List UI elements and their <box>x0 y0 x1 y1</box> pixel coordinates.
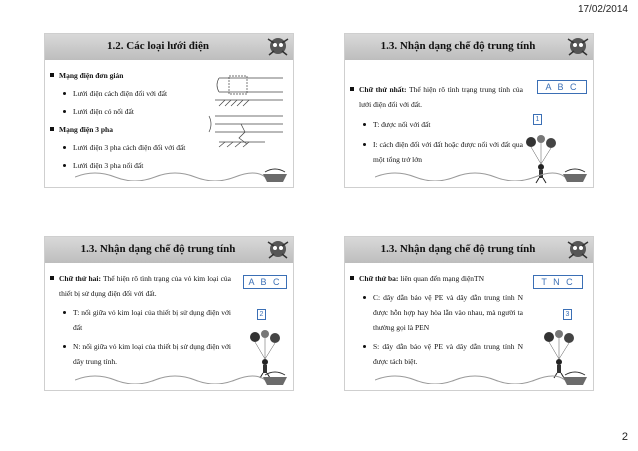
list-item: Lưới điện có nối đất <box>49 104 203 119</box>
slide-2 <box>344 33 594 188</box>
letters-box: T N C <box>533 275 583 289</box>
decorative-ribbon <box>375 370 565 384</box>
bowl-emblem-icon <box>261 168 289 184</box>
bowl-emblem-icon <box>561 168 589 184</box>
slide-title-bar <box>45 237 293 263</box>
slide-title: 1.2. Các loại lưới điện <box>107 40 209 52</box>
list-item: Lưới điện 3 pha nối đất <box>49 158 203 173</box>
list-item <box>349 82 523 112</box>
lead-label: Chữ thứ hai: <box>59 274 101 283</box>
bowl-emblem-icon <box>261 371 289 387</box>
slide-title-bar <box>45 34 293 60</box>
list-item <box>349 271 523 286</box>
number-badge: 3 <box>563 309 572 320</box>
slide-title-bar <box>345 237 593 263</box>
slide-body <box>49 68 203 173</box>
list-item: Lưới điện 3 pha cách điện đối với đất <box>49 140 203 155</box>
list-item: Lưới điện cách điện đối với đất <box>49 86 203 101</box>
slide-body <box>349 82 523 167</box>
list-item: Mạng điện 3 pha <box>49 122 203 137</box>
page-date: 17/02/2014 <box>577 4 628 15</box>
skull-emblem-icon <box>565 35 591 59</box>
slide-title: 1.3. Nhận dạng chế độ trung tính <box>80 243 236 255</box>
letters-box: A B C <box>243 275 287 289</box>
decorative-ribbon <box>375 167 565 181</box>
slide-3 <box>44 236 294 391</box>
list-item: I: cách điện đối với đất hoặc được nối với đất qua một tổng trở lớn <box>349 137 523 167</box>
skull-emblem-icon <box>265 238 291 262</box>
decorative-ribbon <box>75 370 265 384</box>
list-item: C: dây dẫn bảo vệ PE và dây dẫn trung tính N được hỗn hợp hay hòa lẫn vào nhau, mà người ta thường gọi là PEN <box>349 290 523 335</box>
decorative-ribbon <box>75 167 265 181</box>
slide-1 <box>44 33 294 188</box>
lead-text: Thể hiện rõ tình trạng của vỏ kim loại của thiết bị sử dụng điện đối với đất. <box>59 274 231 298</box>
lead-label: Chữ thứ ba: <box>359 274 399 283</box>
number-badge: 2 <box>257 309 266 320</box>
lead-text: Thể hiện rõ tình trạng trung tính của lưới điện đối với đất. <box>359 85 523 109</box>
list-item: N: nối giữa vỏ kim loại của thiết bị sử dụng điện với dây trung tính. <box>49 339 231 369</box>
list-item: S: dây dẫn bảo vệ PE và dây dẫn trung tính N được tách biệt. <box>349 339 523 369</box>
skull-emblem-icon <box>265 35 291 59</box>
lead-label: Chữ thứ nhất: <box>359 85 407 94</box>
slide-title-bar <box>345 34 593 60</box>
slide-body <box>349 271 523 369</box>
list-item <box>49 271 231 301</box>
number-badge: 1 <box>533 114 542 125</box>
slide-title: 1.3. Nhận dạng chế độ trung tính <box>380 40 536 52</box>
slide-body <box>49 271 231 369</box>
skull-emblem-icon <box>565 238 591 262</box>
page-number: 2 <box>621 431 628 443</box>
lead-text: liên quan đến mạng điệnTN <box>400 274 485 283</box>
list-item: T: nối giữa vỏ kim loại của thiết bị sử dụng điện với đất <box>49 305 231 335</box>
slide-title: 1.3. Nhận dạng chế độ trung tính <box>380 243 536 255</box>
slide-4 <box>344 236 594 391</box>
letters-box: A B C <box>537 80 587 94</box>
list-item: T: được nối với đất <box>349 117 523 132</box>
list-item: Mạng điện đơn giản <box>49 68 203 83</box>
bowl-emblem-icon <box>561 371 589 387</box>
grid-wiring-diagram <box>205 70 289 148</box>
